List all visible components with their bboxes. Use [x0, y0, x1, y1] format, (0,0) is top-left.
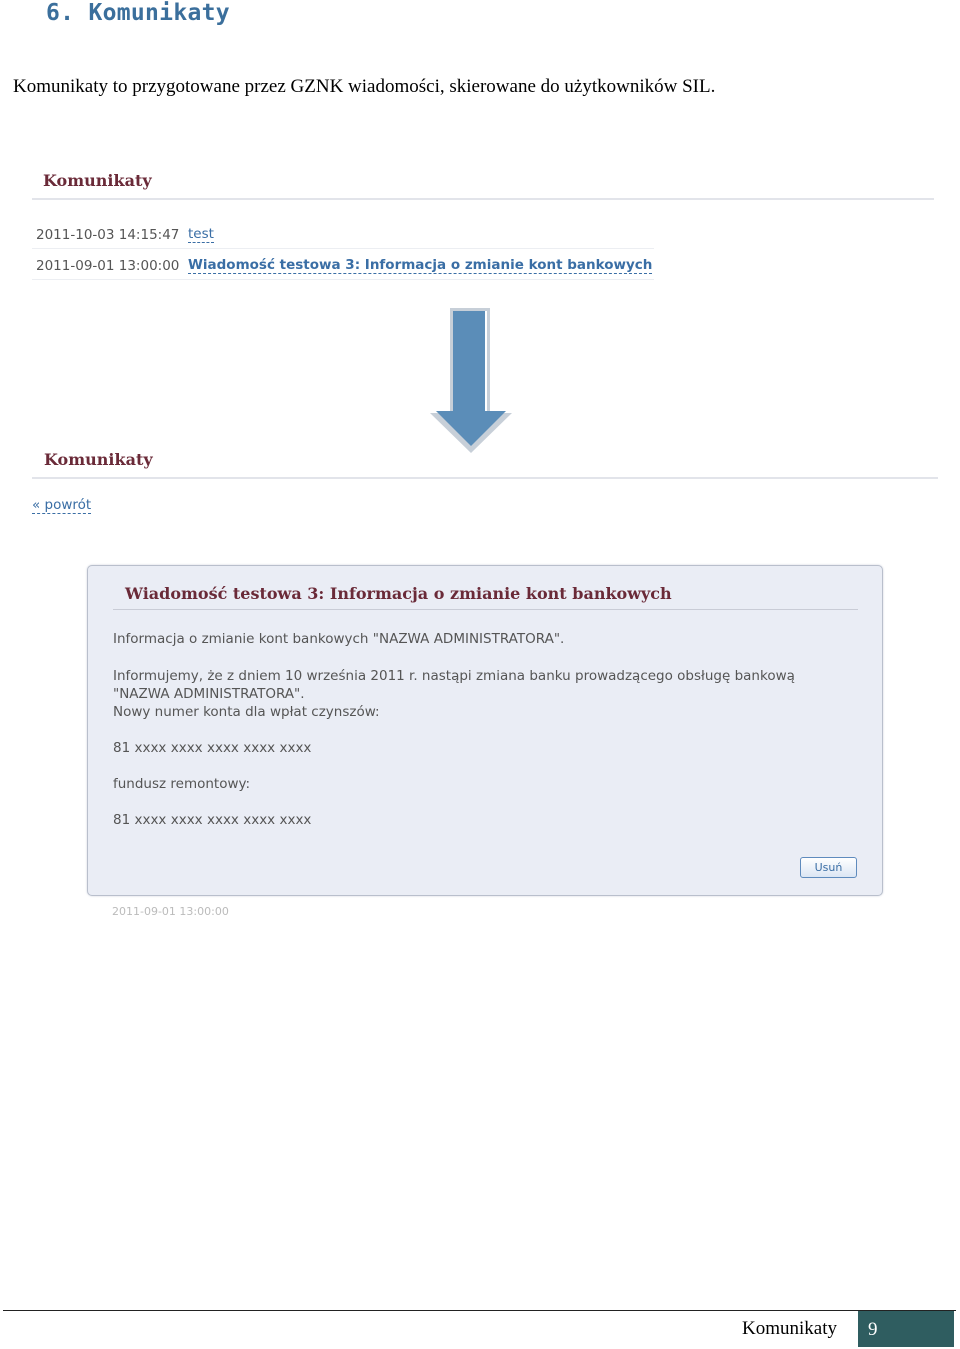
fund-label: fundusz remontowy: — [113, 776, 251, 792]
message-line: Nowy numer konta dla wpłat czynszów: — [113, 704, 380, 720]
back-link[interactable]: « powrót — [32, 497, 92, 513]
account-number: 81 xxxx xxxx xxxx xxxx xxxx — [113, 740, 312, 756]
list-item-link[interactable]: Wiadomość testowa 3: Informacja o zmianie kont bankowych — [188, 257, 653, 273]
message-title: Wiadomość testowa 3: Informacja o zmianie kont bankowych — [125, 584, 672, 603]
page-number: 9 — [868, 1319, 878, 1340]
list-title-divider — [32, 198, 934, 200]
message-date: 2011-09-01 13:00:00 — [112, 905, 229, 918]
section-heading: 6. Komunikaty — [46, 0, 230, 26]
footer-divider — [3, 1310, 956, 1311]
footer-page-box — [858, 1311, 954, 1347]
footer-label: Komunikaty — [742, 1318, 837, 1339]
delete-button[interactable]: Usuń — [800, 857, 857, 878]
list-item-date: 2011-09-01 13:00:00 — [36, 258, 180, 274]
detail-panel-title: Komunikaty — [44, 450, 153, 469]
list-item — [32, 251, 654, 280]
detail-title-divider — [32, 477, 938, 479]
message-divider — [113, 609, 858, 610]
list-item-date: 2011-10-03 14:15:47 — [36, 227, 180, 243]
list-item-link[interactable]: test — [188, 226, 214, 242]
down-arrow-icon — [428, 305, 514, 457]
message-box — [87, 565, 883, 896]
account-number: 81 xxxx xxxx xxxx xxxx xxxx — [113, 812, 312, 828]
message-line: Informacja o zmianie kont bankowych "NAZWA ADMINISTRATORA". — [113, 631, 565, 647]
list-item — [32, 220, 654, 249]
intro-paragraph: Komunikaty to przygotowane przez GZNK wiadomości, skierowane do użytkowników SIL. — [13, 76, 716, 97]
list-panel-title: Komunikaty — [43, 171, 152, 190]
message-line: Informujemy, że z dniem 10 września 2011 r. nastąpi zmiana banku prowadzącego obsługę bankową "NAZWA ADMINISTRATORA". — [113, 668, 795, 702]
